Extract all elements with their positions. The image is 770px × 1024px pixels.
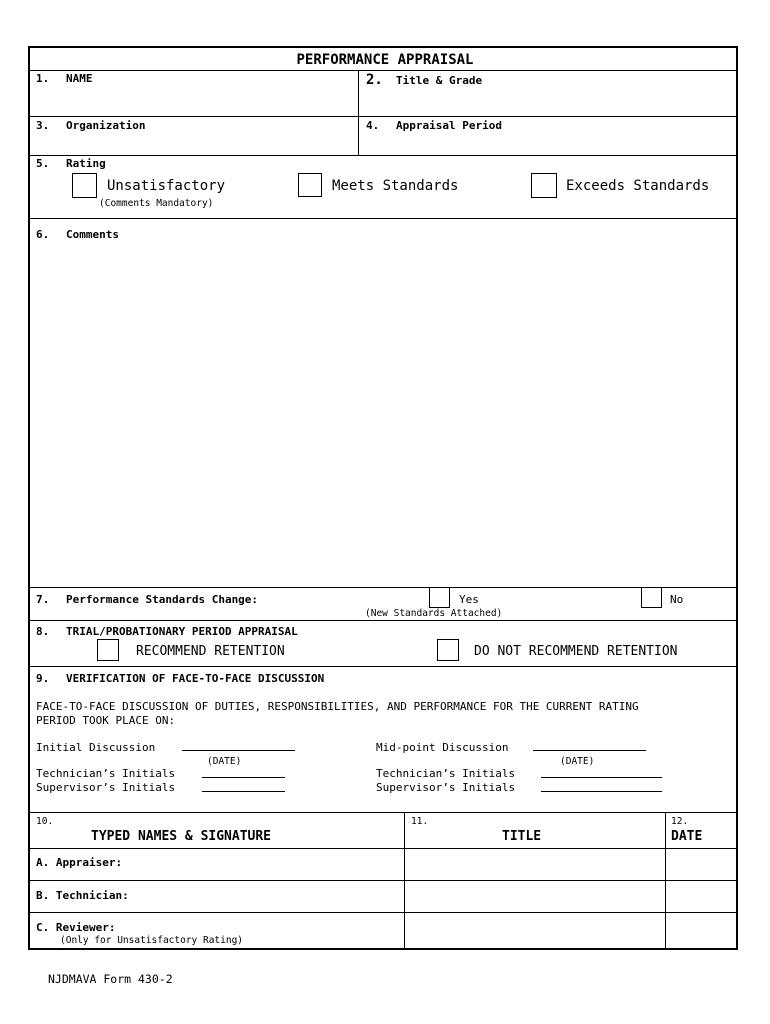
comments-field[interactable] (30, 244, 736, 584)
divider (29, 155, 737, 156)
reviewer-title-field[interactable] (406, 914, 663, 948)
divider (29, 848, 737, 849)
recommend-retention-label: RECOMMEND RETENTION (136, 644, 285, 659)
divider (29, 620, 737, 621)
field-number: 10. (36, 816, 54, 827)
unsatisfactory-note: (Comments Mandatory) (99, 198, 214, 209)
standards-change-label: Performance Standards Change: (66, 593, 259, 606)
do-not-recommend-label: DO NOT RECOMMEND RETENTION (474, 644, 678, 659)
initial-discussion-date-line[interactable] (182, 750, 295, 751)
title-column-header: TITLE (502, 829, 542, 844)
field-number: 11. (411, 816, 429, 827)
divider (29, 218, 737, 219)
field-number: 8. (36, 625, 50, 638)
do-not-recommend-checkbox[interactable] (437, 639, 459, 661)
appraiser-label: A. Appraiser: (36, 856, 123, 869)
field-number: 9. (36, 672, 50, 685)
reviewer-signature-field[interactable] (130, 914, 402, 934)
exceeds-standards-checkbox[interactable] (531, 173, 557, 198)
standards-change-no-checkbox[interactable] (641, 587, 662, 608)
appraisal-period-label: Appraisal Period (396, 119, 502, 132)
technician-initials-line[interactable] (202, 777, 285, 778)
yes-note: (New Standards Attached) (365, 608, 503, 619)
appraiser-title-field[interactable] (406, 850, 663, 878)
midpoint-discussion-date-line[interactable] (533, 750, 646, 751)
divider (29, 912, 737, 913)
field-number: 2. (366, 72, 383, 88)
appraisal-period-field[interactable] (360, 133, 736, 153)
supervisor-initials-label: Supervisor’s Initials (36, 781, 176, 794)
trial-period-label: TRIAL/PROBATIONARY PERIOD APPRAISAL (66, 625, 298, 638)
divider (29, 666, 737, 667)
field-number: 3. (36, 119, 50, 132)
name-field[interactable] (30, 86, 356, 114)
technician-initials-label: Technician’s Initials (376, 767, 516, 780)
technician-date-field[interactable] (667, 882, 736, 910)
meets-standards-label: Meets Standards (332, 178, 459, 194)
verification-text-line1: FACE-TO-FACE DISCUSSION OF DUTIES, RESPONSIBILITIES, AND PERFORMANCE FOR THE CURRENT RATING (36, 700, 639, 713)
field-number: 1. (36, 72, 50, 85)
field-number: 12. (671, 816, 689, 827)
field-number: 5. (36, 157, 50, 170)
reviewer-label: C. Reviewer: (36, 921, 116, 934)
divider (29, 116, 737, 117)
appraiser-date-field[interactable] (667, 850, 736, 878)
title-grade-label: Title & Grade (396, 74, 483, 87)
unsatisfactory-checkbox[interactable] (72, 173, 97, 198)
supervisor-initials-line[interactable] (202, 791, 285, 792)
supervisor-initials-label: Supervisor’s Initials (376, 781, 516, 794)
field-number: 4. (366, 119, 380, 132)
field-number: 7. (36, 593, 50, 606)
technician-signature-field[interactable] (140, 882, 402, 910)
divider (29, 70, 737, 71)
technician-initials-label: Technician’s Initials (36, 767, 176, 780)
reviewer-date-field[interactable] (667, 914, 736, 948)
verification-text-line2: PERIOD TOOK PLACE ON: (36, 714, 176, 727)
rating-label: Rating (66, 157, 106, 170)
midpoint-discussion-label: Mid-point Discussion (376, 741, 509, 754)
exceeds-standards-label: Exceeds Standards (566, 178, 710, 194)
appraiser-signature-field[interactable] (130, 850, 402, 878)
form-title: PERFORMANCE APPRAISAL (296, 52, 474, 68)
technician-initials-line[interactable] (541, 777, 662, 778)
field-number: 6. (36, 228, 50, 241)
divider (29, 880, 737, 881)
meets-standards-checkbox[interactable] (298, 173, 322, 197)
signature-column-header: TYPED NAMES & SIGNATURE (91, 829, 272, 844)
date-caption: (DATE) (207, 756, 242, 767)
divider (29, 812, 737, 813)
initial-discussion-label: Initial Discussion (36, 741, 156, 754)
recommend-retention-checkbox[interactable] (97, 639, 119, 661)
date-caption: (DATE) (560, 756, 595, 767)
standards-change-yes-checkbox[interactable] (429, 587, 450, 608)
divider (358, 70, 359, 156)
technician-label: B. Technician: (36, 889, 129, 902)
verification-label: VERIFICATION OF FACE-TO-FACE DISCUSSION (66, 672, 325, 685)
title-grade-field[interactable] (360, 88, 736, 114)
form-number: NJDMAVA Form 430-2 (48, 972, 173, 986)
no-label: No (670, 593, 684, 606)
yes-label: Yes (459, 593, 479, 606)
comments-label: Comments (66, 228, 119, 241)
reviewer-note: (Only for Unsatisfactory Rating) (60, 935, 244, 946)
name-label: NAME (66, 72, 93, 85)
organization-label: Organization (66, 119, 146, 132)
supervisor-initials-line[interactable] (541, 791, 662, 792)
unsatisfactory-label: Unsatisfactory (107, 178, 226, 194)
organization-field[interactable] (30, 133, 356, 153)
divider (29, 587, 737, 588)
date-column-header: DATE (671, 829, 703, 844)
technician-title-field[interactable] (406, 882, 663, 910)
